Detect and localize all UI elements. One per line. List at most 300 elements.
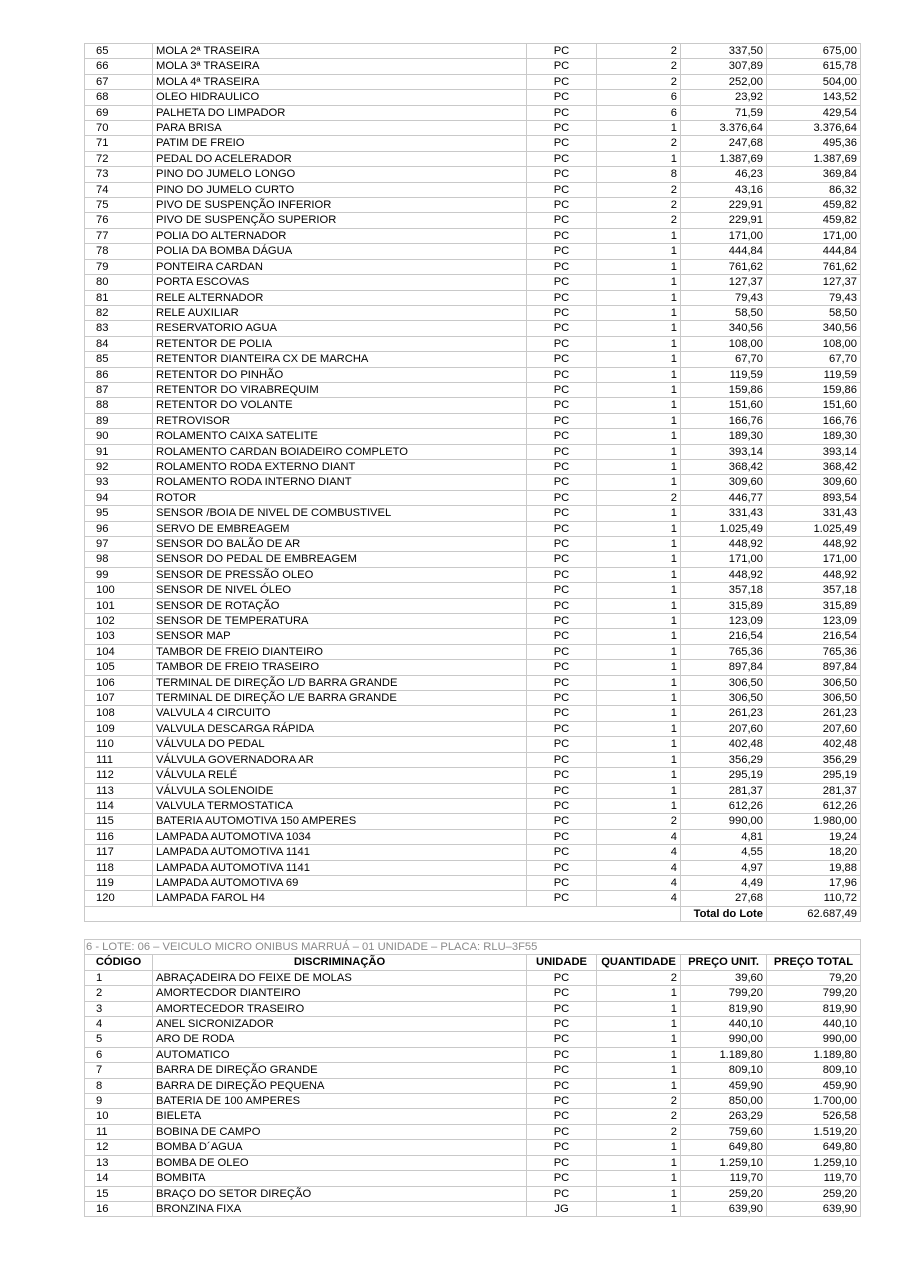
cell-preco-total: 17,96 bbox=[767, 875, 861, 890]
cell-preco-unit: 315,89 bbox=[681, 598, 767, 613]
cell-discriminacao: SENSOR MAP bbox=[153, 629, 527, 644]
cell-preco-unit: 108,00 bbox=[681, 336, 767, 351]
cell-discriminacao: MOLA 4ª TRASEIRA bbox=[153, 74, 527, 89]
cell-preco-unit: 809,10 bbox=[681, 1063, 767, 1078]
cell-codigo: 4 bbox=[85, 1017, 153, 1032]
cell-discriminacao: VALVULA TERMOSTATICA bbox=[153, 798, 527, 813]
cell-preco-total: 189,30 bbox=[767, 429, 861, 444]
cell-codigo: 91 bbox=[85, 444, 153, 459]
cell-preco-total: 357,18 bbox=[767, 583, 861, 598]
cell-preco-total: 108,00 bbox=[767, 336, 861, 351]
cell-unidade: PC bbox=[527, 521, 597, 536]
cell-discriminacao: BATERIA AUTOMOTIVA 150 AMPERES bbox=[153, 814, 527, 829]
cell-preco-unit: 819,90 bbox=[681, 1001, 767, 1016]
table-row bbox=[85, 875, 861, 890]
cell-codigo: 92 bbox=[85, 459, 153, 474]
cell-preco-total: 448,92 bbox=[767, 567, 861, 582]
cell-discriminacao: POLIA DO ALTERNADOR bbox=[153, 228, 527, 243]
cell-preco-unit: 247,68 bbox=[681, 136, 767, 151]
cell-quantidade: 1 bbox=[597, 228, 681, 243]
cell-preco-unit: 151,60 bbox=[681, 398, 767, 413]
cell-preco-unit: 46,23 bbox=[681, 167, 767, 182]
cell-discriminacao: AMORTECDOR DIANTEIRO bbox=[153, 986, 527, 1001]
cell-preco-total: 897,84 bbox=[767, 660, 861, 675]
cell-quantidade: 4 bbox=[597, 875, 681, 890]
table-row bbox=[85, 444, 861, 459]
cell-codigo: 88 bbox=[85, 398, 153, 413]
cell-preco-unit: 159,86 bbox=[681, 382, 767, 397]
cell-codigo: 85 bbox=[85, 352, 153, 367]
cell-codigo: 90 bbox=[85, 429, 153, 444]
cell-quantidade: 1 bbox=[597, 1171, 681, 1186]
cell-quantidade: 1 bbox=[597, 629, 681, 644]
cell-unidade: PC bbox=[527, 305, 597, 320]
cell-discriminacao: RETENTOR DO VOLANTE bbox=[153, 398, 527, 413]
cell-unidade: PC bbox=[527, 59, 597, 74]
cell-quantidade: 1 bbox=[597, 506, 681, 521]
cell-preco-unit: 216,54 bbox=[681, 629, 767, 644]
cell-preco-unit: 1.025,49 bbox=[681, 521, 767, 536]
cell-codigo: 7 bbox=[85, 1063, 153, 1078]
cell-codigo: 77 bbox=[85, 228, 153, 243]
table-row bbox=[85, 151, 861, 166]
cell-preco-unit: 43,16 bbox=[681, 182, 767, 197]
cell-codigo: 120 bbox=[85, 891, 153, 906]
cell-discriminacao: MOLA 3ª TRASEIRA bbox=[153, 59, 527, 74]
table-row bbox=[85, 398, 861, 413]
cell-discriminacao: TERMINAL DE DIREÇÃO L/D BARRA GRANDE bbox=[153, 675, 527, 690]
cell-preco-unit: 649,80 bbox=[681, 1140, 767, 1155]
cell-preco-total: 281,37 bbox=[767, 783, 861, 798]
cell-codigo: 119 bbox=[85, 875, 153, 890]
cell-codigo: 101 bbox=[85, 598, 153, 613]
cell-preco-unit: 259,20 bbox=[681, 1186, 767, 1201]
cell-codigo: 87 bbox=[85, 382, 153, 397]
cell-discriminacao: ROLAMENTO RODA EXTERNO DIANT bbox=[153, 459, 527, 474]
cell-discriminacao: VÁLVULA GOVERNADORA AR bbox=[153, 752, 527, 767]
cell-preco-total: 1.189,80 bbox=[767, 1047, 861, 1062]
table-row bbox=[85, 136, 861, 151]
cell-preco-unit: 306,50 bbox=[681, 675, 767, 690]
table-row bbox=[85, 829, 861, 844]
cell-preco-total: 3.376,64 bbox=[767, 121, 861, 136]
cell-quantidade: 1 bbox=[597, 444, 681, 459]
cell-discriminacao: RETROVISOR bbox=[153, 413, 527, 428]
cell-unidade: PC bbox=[527, 444, 597, 459]
cell-unidade: PC bbox=[527, 1124, 597, 1139]
cell-preco-unit: 368,42 bbox=[681, 459, 767, 474]
cell-unidade: PC bbox=[527, 691, 597, 706]
cell-preco-unit: 850,00 bbox=[681, 1094, 767, 1109]
cell-quantidade: 1 bbox=[597, 1047, 681, 1062]
cell-preco-total: 259,20 bbox=[767, 1186, 861, 1201]
cell-unidade: PC bbox=[527, 1001, 597, 1016]
cell-quantidade: 1 bbox=[597, 475, 681, 490]
cell-unidade: PC bbox=[527, 1140, 597, 1155]
table-row bbox=[85, 1094, 861, 1109]
cell-unidade: PC bbox=[527, 1186, 597, 1201]
cell-quantidade: 1 bbox=[597, 429, 681, 444]
cell-codigo: 69 bbox=[85, 105, 153, 120]
table-row bbox=[85, 305, 861, 320]
table-row bbox=[85, 691, 861, 706]
table-row bbox=[85, 537, 861, 552]
cell-preco-total: 429,54 bbox=[767, 105, 861, 120]
cell-preco-unit: 402,48 bbox=[681, 737, 767, 752]
cell-unidade: PC bbox=[527, 660, 597, 675]
cell-discriminacao: ROTOR bbox=[153, 490, 527, 505]
cell-preco-unit: 440,10 bbox=[681, 1017, 767, 1032]
cell-preco-total: 1.700,00 bbox=[767, 1094, 861, 1109]
cell-codigo: 5 bbox=[85, 1032, 153, 1047]
cell-quantidade: 8 bbox=[597, 167, 681, 182]
cell-codigo: 72 bbox=[85, 151, 153, 166]
cell-unidade: PC bbox=[527, 151, 597, 166]
cell-quantidade: 1 bbox=[597, 1201, 681, 1216]
cell-codigo: 104 bbox=[85, 644, 153, 659]
cell-unidade: PC bbox=[527, 798, 597, 813]
cell-unidade: PC bbox=[527, 290, 597, 305]
cell-quantidade: 1 bbox=[597, 521, 681, 536]
cell-discriminacao: VÁLVULA SOLENOIDE bbox=[153, 783, 527, 798]
cell-discriminacao: PONTEIRA CARDAN bbox=[153, 259, 527, 274]
cell-codigo: 86 bbox=[85, 367, 153, 382]
cell-quantidade: 1 bbox=[597, 459, 681, 474]
cell-preco-total: 123,09 bbox=[767, 614, 861, 629]
table-row bbox=[85, 706, 861, 721]
cell-quantidade: 1 bbox=[597, 305, 681, 320]
table-row bbox=[85, 598, 861, 613]
table-row bbox=[85, 275, 861, 290]
cell-unidade: PC bbox=[527, 986, 597, 1001]
cell-unidade: PC bbox=[527, 829, 597, 844]
cell-unidade: PC bbox=[527, 1032, 597, 1047]
cell-preco-total: 1.519,20 bbox=[767, 1124, 861, 1139]
cell-discriminacao: SENSOR DO PEDAL DE EMBREAGEM bbox=[153, 552, 527, 567]
cell-quantidade: 1 bbox=[597, 552, 681, 567]
cell-unidade: PC bbox=[527, 1155, 597, 1170]
cell-codigo: 118 bbox=[85, 860, 153, 875]
table-row bbox=[85, 521, 861, 536]
cell-discriminacao: BRONZINA FIXA bbox=[153, 1201, 527, 1216]
cell-preco-total: 119,70 bbox=[767, 1171, 861, 1186]
cell-preco-unit: 229,91 bbox=[681, 213, 767, 228]
cell-discriminacao: SENSOR /BOIA DE NIVEL DE COMBUSTIVEL bbox=[153, 506, 527, 521]
cell-discriminacao: BIELETA bbox=[153, 1109, 527, 1124]
cell-quantidade: 1 bbox=[597, 382, 681, 397]
cell-codigo: 65 bbox=[85, 44, 153, 59]
cell-quantidade: 1 bbox=[597, 1001, 681, 1016]
cell-unidade: PC bbox=[527, 121, 597, 136]
table-row bbox=[85, 367, 861, 382]
cell-unidade: PC bbox=[527, 275, 597, 290]
cell-preco-unit: 71,59 bbox=[681, 105, 767, 120]
cell-preco-total: 368,42 bbox=[767, 459, 861, 474]
cell-codigo: 93 bbox=[85, 475, 153, 490]
cell-preco-unit: 58,50 bbox=[681, 305, 767, 320]
cell-unidade: PC bbox=[527, 475, 597, 490]
table-row bbox=[85, 752, 861, 767]
cell-codigo: 103 bbox=[85, 629, 153, 644]
cell-preco-total: 331,43 bbox=[767, 506, 861, 521]
cell-quantidade: 2 bbox=[597, 198, 681, 213]
cell-preco-total: 990,00 bbox=[767, 1032, 861, 1047]
cell-preco-unit: 459,90 bbox=[681, 1078, 767, 1093]
cell-preco-total: 1.025,49 bbox=[767, 521, 861, 536]
cell-quantidade: 1 bbox=[597, 121, 681, 136]
cell-preco-total: 19,88 bbox=[767, 860, 861, 875]
cell-quantidade: 1 bbox=[597, 598, 681, 613]
cell-quantidade: 4 bbox=[597, 829, 681, 844]
cell-unidade: PC bbox=[527, 459, 597, 474]
cell-preco-unit: 446,77 bbox=[681, 490, 767, 505]
cell-preco-total: 306,50 bbox=[767, 691, 861, 706]
cell-codigo: 98 bbox=[85, 552, 153, 567]
cell-quantidade: 1 bbox=[597, 259, 681, 274]
cell-preco-unit: 171,00 bbox=[681, 228, 767, 243]
cell-quantidade: 2 bbox=[597, 213, 681, 228]
table-row bbox=[85, 814, 861, 829]
cell-discriminacao: LAMPADA FAROL H4 bbox=[153, 891, 527, 906]
cell-unidade: PC bbox=[527, 1017, 597, 1032]
table-row bbox=[85, 490, 861, 505]
table-row bbox=[85, 721, 861, 736]
cell-quantidade: 2 bbox=[597, 44, 681, 59]
cell-preco-unit: 448,92 bbox=[681, 567, 767, 582]
cell-quantidade: 1 bbox=[597, 783, 681, 798]
cell-quantidade: 1 bbox=[597, 583, 681, 598]
cell-preco-total: 495,36 bbox=[767, 136, 861, 151]
cell-quantidade: 1 bbox=[597, 1155, 681, 1170]
table-row bbox=[85, 74, 861, 89]
cell-quantidade: 4 bbox=[597, 845, 681, 860]
cell-discriminacao: BARRA DE DIREÇÃO GRANDE bbox=[153, 1063, 527, 1078]
cell-codigo: 68 bbox=[85, 90, 153, 105]
table-row bbox=[85, 1001, 861, 1016]
cell-preco-unit: 171,00 bbox=[681, 552, 767, 567]
cell-discriminacao: TERMINAL DE DIREÇÃO L/E BARRA GRANDE bbox=[153, 691, 527, 706]
cell-quantidade: 1 bbox=[597, 644, 681, 659]
cell-preco-total: 171,00 bbox=[767, 552, 861, 567]
cell-preco-total: 216,54 bbox=[767, 629, 861, 644]
cell-preco-unit: 765,36 bbox=[681, 644, 767, 659]
cell-discriminacao: PALHETA DO LIMPADOR bbox=[153, 105, 527, 120]
cell-quantidade: 1 bbox=[597, 290, 681, 305]
cell-codigo: 76 bbox=[85, 213, 153, 228]
cell-discriminacao: BATERIA DE 100 AMPERES bbox=[153, 1094, 527, 1109]
cell-discriminacao: RETENTOR DO PINHÃO bbox=[153, 367, 527, 382]
cell-discriminacao: BOMBA DE OLEO bbox=[153, 1155, 527, 1170]
cell-unidade: PC bbox=[527, 228, 597, 243]
cell-discriminacao: OLEO HIDRAULICO bbox=[153, 90, 527, 105]
table-row bbox=[85, 1032, 861, 1047]
table-row bbox=[85, 429, 861, 444]
cell-codigo: 82 bbox=[85, 305, 153, 320]
cell-quantidade: 1 bbox=[597, 275, 681, 290]
cell-preco-total: 119,59 bbox=[767, 367, 861, 382]
cell-codigo: 66 bbox=[85, 59, 153, 74]
table-row bbox=[85, 768, 861, 783]
table-row bbox=[85, 1047, 861, 1062]
cell-preco-unit: 309,60 bbox=[681, 475, 767, 490]
cell-codigo: 105 bbox=[85, 660, 153, 675]
cell-unidade: PC bbox=[527, 490, 597, 505]
table-row bbox=[85, 336, 861, 351]
cell-quantidade: 2 bbox=[597, 1124, 681, 1139]
table-row bbox=[85, 1109, 861, 1124]
cell-preco-total: 761,62 bbox=[767, 259, 861, 274]
cell-preco-unit: 263,29 bbox=[681, 1109, 767, 1124]
cell-preco-unit: 306,50 bbox=[681, 691, 767, 706]
cell-codigo: 96 bbox=[85, 521, 153, 536]
table-row bbox=[85, 783, 861, 798]
cell-unidade: PC bbox=[527, 737, 597, 752]
cell-preco-total: 459,90 bbox=[767, 1078, 861, 1093]
cell-discriminacao: PINO DO JUMELO CURTO bbox=[153, 182, 527, 197]
cell-quantidade: 1 bbox=[597, 1017, 681, 1032]
cell-preco-unit: 356,29 bbox=[681, 752, 767, 767]
cell-unidade: PC bbox=[527, 567, 597, 582]
cell-codigo: 114 bbox=[85, 798, 153, 813]
table-row bbox=[85, 44, 861, 59]
cell-codigo: 12 bbox=[85, 1140, 153, 1155]
cell-preco-total: 393,14 bbox=[767, 444, 861, 459]
cell-unidade: JG bbox=[527, 1201, 597, 1216]
cell-discriminacao: VÁLVULA RELÉ bbox=[153, 768, 527, 783]
cell-discriminacao: RESERVATORIO AGUA bbox=[153, 321, 527, 336]
cell-discriminacao: ARO DE RODA bbox=[153, 1032, 527, 1047]
cell-preco-unit: 67,70 bbox=[681, 352, 767, 367]
cell-unidade: PC bbox=[527, 182, 597, 197]
cell-preco-total: 765,36 bbox=[767, 644, 861, 659]
cell-preco-total: 67,70 bbox=[767, 352, 861, 367]
cell-discriminacao: PEDAL DO ACELERADOR bbox=[153, 151, 527, 166]
cell-quantidade: 2 bbox=[597, 59, 681, 74]
cell-quantidade: 4 bbox=[597, 891, 681, 906]
cell-codigo: 107 bbox=[85, 691, 153, 706]
table-row bbox=[85, 614, 861, 629]
total-value: 62.687,49 bbox=[767, 906, 861, 921]
cell-quantidade: 1 bbox=[597, 737, 681, 752]
cell-unidade: PC bbox=[527, 136, 597, 151]
cell-discriminacao: PINO DO JUMELO LONGO bbox=[153, 167, 527, 182]
cell-preco-unit: 4,49 bbox=[681, 875, 767, 890]
cell-codigo: 79 bbox=[85, 259, 153, 274]
cell-quantidade: 1 bbox=[597, 614, 681, 629]
cell-codigo: 94 bbox=[85, 490, 153, 505]
cell-quantidade: 2 bbox=[597, 1094, 681, 1109]
table-row bbox=[85, 475, 861, 490]
cell-preco-total: 444,84 bbox=[767, 244, 861, 259]
table-row bbox=[85, 182, 861, 197]
table-row bbox=[85, 413, 861, 428]
cell-preco-total: 19,24 bbox=[767, 829, 861, 844]
cell-discriminacao: VALVULA DESCARGA RÁPIDA bbox=[153, 721, 527, 736]
cell-quantidade: 2 bbox=[597, 136, 681, 151]
cell-unidade: PC bbox=[527, 74, 597, 89]
cell-preco-unit: 448,92 bbox=[681, 537, 767, 552]
cell-unidade: PC bbox=[527, 1109, 597, 1124]
cell-quantidade: 1 bbox=[597, 1063, 681, 1078]
cell-preco-unit: 281,37 bbox=[681, 783, 767, 798]
cell-codigo: 109 bbox=[85, 721, 153, 736]
cell-discriminacao: BOMBITA bbox=[153, 1171, 527, 1186]
cell-preco-total: 309,60 bbox=[767, 475, 861, 490]
table-row bbox=[85, 352, 861, 367]
cell-quantidade: 6 bbox=[597, 105, 681, 120]
table-row bbox=[85, 259, 861, 274]
cell-unidade: PC bbox=[527, 367, 597, 382]
lote-items-table-2 bbox=[84, 939, 861, 1217]
cell-codigo: 80 bbox=[85, 275, 153, 290]
total-row bbox=[85, 906, 861, 921]
cell-preco-unit: 761,62 bbox=[681, 259, 767, 274]
cell-unidade: PC bbox=[527, 213, 597, 228]
cell-preco-total: 171,00 bbox=[767, 228, 861, 243]
cell-preco-unit: 3.376,64 bbox=[681, 121, 767, 136]
cell-preco-total: 639,90 bbox=[767, 1201, 861, 1216]
cell-unidade: PC bbox=[527, 721, 597, 736]
cell-preco-total: 86,32 bbox=[767, 182, 861, 197]
cell-preco-unit: 759,60 bbox=[681, 1124, 767, 1139]
cell-discriminacao: BARRA DE DIREÇÃO PEQUENA bbox=[153, 1078, 527, 1093]
cell-preco-unit: 23,92 bbox=[681, 90, 767, 105]
cell-preco-unit: 337,50 bbox=[681, 44, 767, 59]
cell-preco-total: 18,20 bbox=[767, 845, 861, 860]
cell-unidade: PC bbox=[527, 105, 597, 120]
table-row bbox=[85, 321, 861, 336]
cell-quantidade: 1 bbox=[597, 691, 681, 706]
cell-unidade: PC bbox=[527, 259, 597, 274]
cell-unidade: PC bbox=[527, 644, 597, 659]
cell-quantidade: 1 bbox=[597, 537, 681, 552]
cell-preco-unit: 331,43 bbox=[681, 506, 767, 521]
cell-discriminacao: LAMPADA AUTOMOTIVA 69 bbox=[153, 875, 527, 890]
cell-preco-total: 649,80 bbox=[767, 1140, 861, 1155]
cell-preco-total: 159,86 bbox=[767, 382, 861, 397]
cell-codigo: 71 bbox=[85, 136, 153, 151]
cell-unidade: PC bbox=[527, 1078, 597, 1093]
cell-codigo: 14 bbox=[85, 1171, 153, 1186]
cell-preco-total: 356,29 bbox=[767, 752, 861, 767]
cell-unidade: PC bbox=[527, 167, 597, 182]
lote-items-table-1 bbox=[84, 43, 861, 922]
cell-quantidade: 2 bbox=[597, 182, 681, 197]
cell-preco-total: 504,00 bbox=[767, 74, 861, 89]
cell-preco-unit: 1.387,69 bbox=[681, 151, 767, 166]
cell-preco-total: 58,50 bbox=[767, 305, 861, 320]
table-row bbox=[85, 552, 861, 567]
cell-discriminacao: AMORTECEDOR TRASEIRO bbox=[153, 1001, 527, 1016]
cell-preco-total: 79,43 bbox=[767, 290, 861, 305]
cell-preco-total: 166,76 bbox=[767, 413, 861, 428]
cell-unidade: PC bbox=[527, 537, 597, 552]
cell-unidade: PC bbox=[527, 1063, 597, 1078]
cell-codigo: 75 bbox=[85, 198, 153, 213]
cell-discriminacao: SERVO DE EMBREAGEM bbox=[153, 521, 527, 536]
table-row bbox=[85, 860, 861, 875]
cell-discriminacao: RELE AUXILIAR bbox=[153, 305, 527, 320]
cell-preco-unit: 261,23 bbox=[681, 706, 767, 721]
cell-codigo: 1 bbox=[85, 970, 153, 985]
cell-codigo: 115 bbox=[85, 814, 153, 829]
header-preco-unit: PREÇO UNIT. bbox=[681, 955, 767, 970]
table-row bbox=[85, 629, 861, 644]
table-row bbox=[85, 213, 861, 228]
cell-preco-total: 809,10 bbox=[767, 1063, 861, 1078]
cell-quantidade: 1 bbox=[597, 1140, 681, 1155]
cell-discriminacao: ROLAMENTO RODA INTERNO DIANT bbox=[153, 475, 527, 490]
